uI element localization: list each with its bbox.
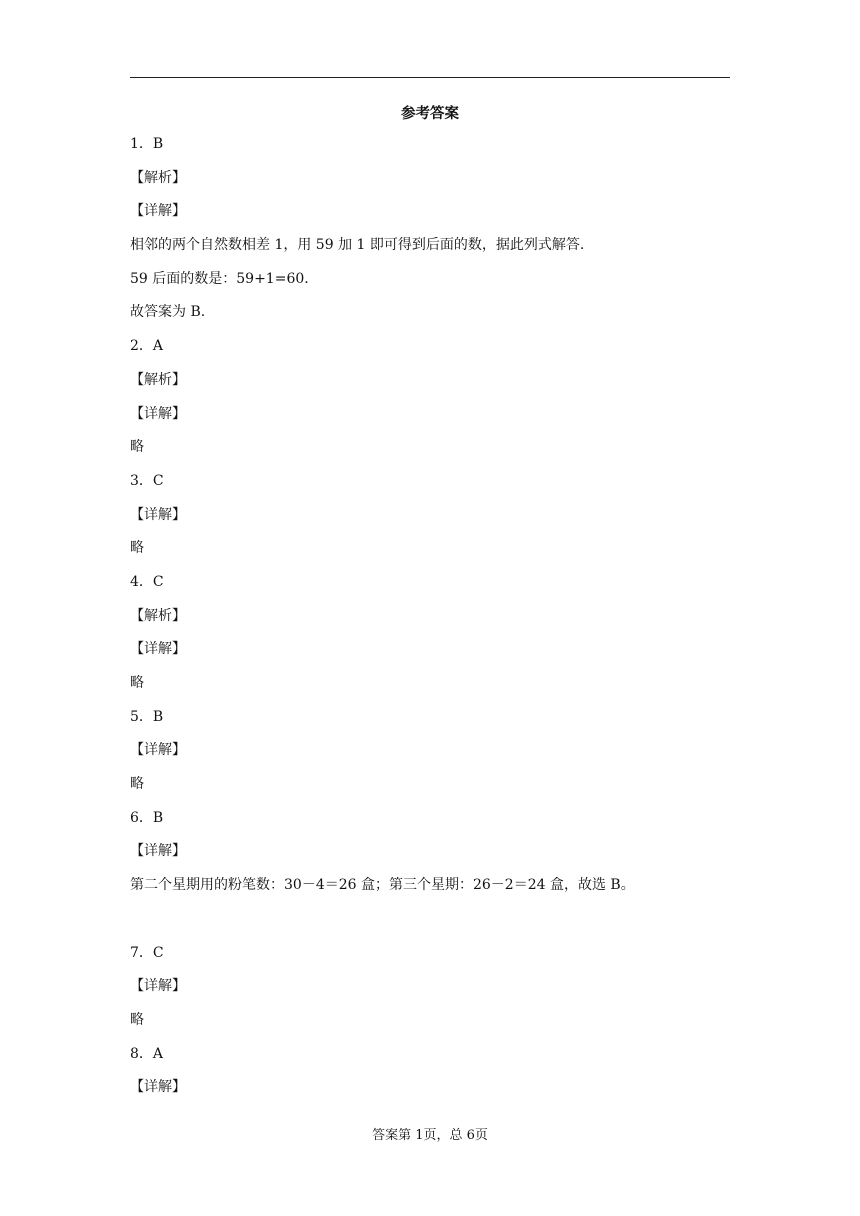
analysis-heading: 【解析】 [130, 169, 186, 186]
answer-number: 4．C [130, 573, 164, 590]
page-title: 参考答案 [401, 106, 459, 122]
blank-line [130, 909, 730, 943]
answer-number: 3．C [130, 472, 164, 489]
answer-number: 8．A [130, 1045, 164, 1062]
page-footer: 答案第 1页，总 6页 [372, 1128, 488, 1143]
answer-number: 1．B [130, 136, 164, 152]
header-rule [130, 77, 730, 78]
answer-number: 2．A [130, 338, 164, 355]
explanation-text: 略 [130, 675, 144, 691]
detail-heading: 【详解】 [130, 1079, 186, 1096]
detail-heading: 【详解】 [130, 506, 186, 523]
detail-heading: 【详解】 [130, 843, 186, 860]
explanation-text: 略 [130, 776, 144, 793]
answer-number: 7．C [130, 944, 164, 961]
explanation-text: 略 [130, 1011, 144, 1028]
explanation-text: 第二个星期用的粉笔数：30－4＝26 盒；第三个星期：26－2＝24 盒，故选 B。 [130, 877, 635, 894]
explanation-text: 略 [130, 540, 144, 557]
explanation-text: 59 后面的数是：59+1=60. [130, 270, 309, 287]
detail-heading: 【详解】 [130, 405, 186, 422]
detail-heading: 【详解】 [130, 978, 186, 995]
detail-heading: 【详解】 [130, 641, 186, 658]
explanation-text: 略 [130, 439, 144, 456]
answer-number: 5．B [130, 708, 164, 725]
analysis-heading: 【解析】 [130, 607, 186, 624]
explanation-text: 相邻的两个自然数相差 1，用 59 加 1 即可得到后面的数，据此列式解答. [130, 237, 585, 254]
detail-heading: 【详解】 [130, 203, 186, 220]
answer-body [130, 134, 730, 1111]
analysis-heading: 【解析】 [130, 371, 186, 388]
detail-heading: 【详解】 [130, 742, 186, 759]
answer-number: 6．B [130, 809, 164, 826]
explanation-text: 故答案为 B. [130, 304, 206, 321]
